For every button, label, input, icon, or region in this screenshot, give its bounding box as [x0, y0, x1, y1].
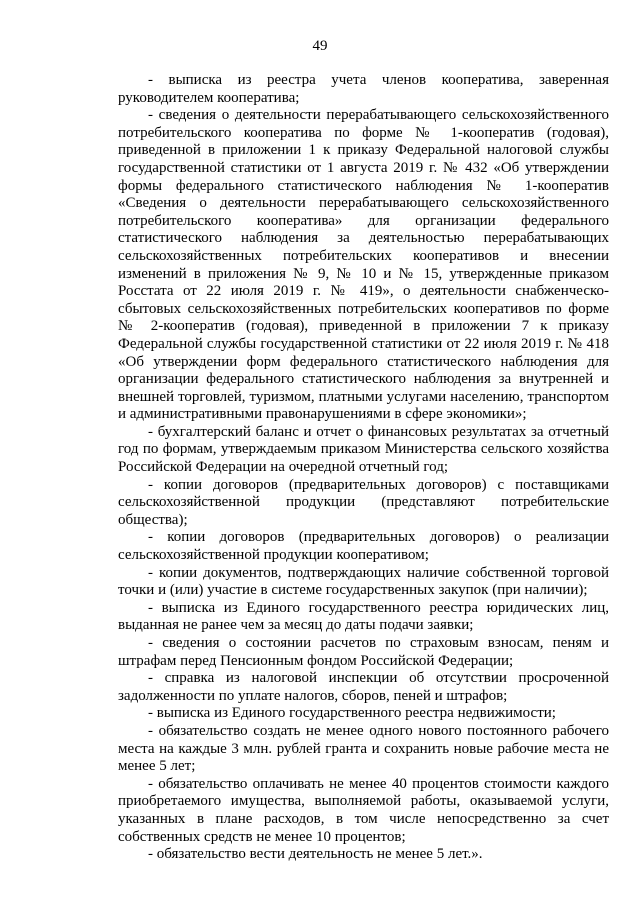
list-item-paragraph: - сведения о состоянии расчетов по страховым взносам, пеням и штрафам перед Пенсионным фондом Российской Федерации; [118, 635, 609, 669]
list-item-paragraph: - бухгалтерский баланс и отчет о финансовых результатах за отчетный год по формам, утверждаемым приказом Министерства сельского хозяйства Российской Федерации на очередной отчетный год; [118, 423, 609, 476]
list-item-paragraph: - копии договоров (предварительных договоров) с поставщиками сельскохозяйственной продукции (представляют потребительские общества); [118, 476, 609, 528]
list-item-paragraph: - обязательство создать не менее одного нового постоянного рабочего места на каждые 3 млн. рублей гранта и сохранить новые рабочие места не менее 5 лет; [118, 722, 609, 775]
page-number: 49 [312, 38, 328, 54]
list-item-paragraph: - копии документов, подтверждающих наличие собственной торговой точки и (или) участие в системе государственных закупок (при наличии); [118, 564, 609, 599]
body-text [118, 72, 609, 864]
list-item-paragraph: - сведения о деятельности перерабатывающего сельскохозяйственного потребительского кооператива по форме № 1-кооператив (годовая), приведенной в приложении 1 к приказу Федеральной налоговой службы государственной статистики от 1 августа 2019 г. № 432 «Об утверждении формы федерального статистического наблюдения № 1-кооператив «Сведения о деятельности перерабатывающего сельскохозяйственного потребительского кооператива» для организации федерального статистического наблюдения за деятельностью перерабатывающих сельскохозяйственных потребительских кооперативов и внесении изменений в приложения № 9, № 10 и № 15, утвержденные приказом Росстата от 22 июля 2019 г. № 419», о деятельности снабженческо-сбытовых сельскохозяйственных потребительских кооперативов по форме № 2-кооператив (годовая), приведенной в приложении 7 к приказу Федеральной службы государственной статистики от 22 июля 2019 г. № 418 «Об утверждении форм федерального статистического наблюдения для организации федерального статистического наблюдения за внутренней и внешней торговлей, туризмом, платными услугами населению, транспортом и административными правонарушениями в сфере экономики»; [118, 107, 609, 423]
list-item-paragraph: - обязательство вести деятельность не менее 5 лет.». [148, 846, 483, 863]
list-item-paragraph: - справка из налоговой инспекции об отсутствии просроченной задолженности по уплате налогов, сборов, пеней и штрафов; [118, 670, 609, 704]
list-item-paragraph: - выписка из Единого государственного реестра юридических лиц, выданная не ранее чем за месяц до даты подачи заявки; [118, 599, 609, 634]
list-item-paragraph: - выписка из Единого государственного реестра недвижимости; [148, 705, 556, 722]
list-item-paragraph: - копии договоров (предварительных договоров) о реализации сельскохозяйственной продукции кооперативом; [118, 529, 609, 564]
list-item-paragraph: - обязательство оплачивать не менее 40 процентов стоимости каждого приобретаемого имущества, выполняемой работы, оказываемой услуги, указанных в плане расходов, в том числе непосредственно за счет собственных средств не менее 10 процентов; [118, 775, 609, 845]
list-item-paragraph: - выписка из реестра учета членов кооператива, заверенная руководителем кооператива; [118, 72, 609, 106]
